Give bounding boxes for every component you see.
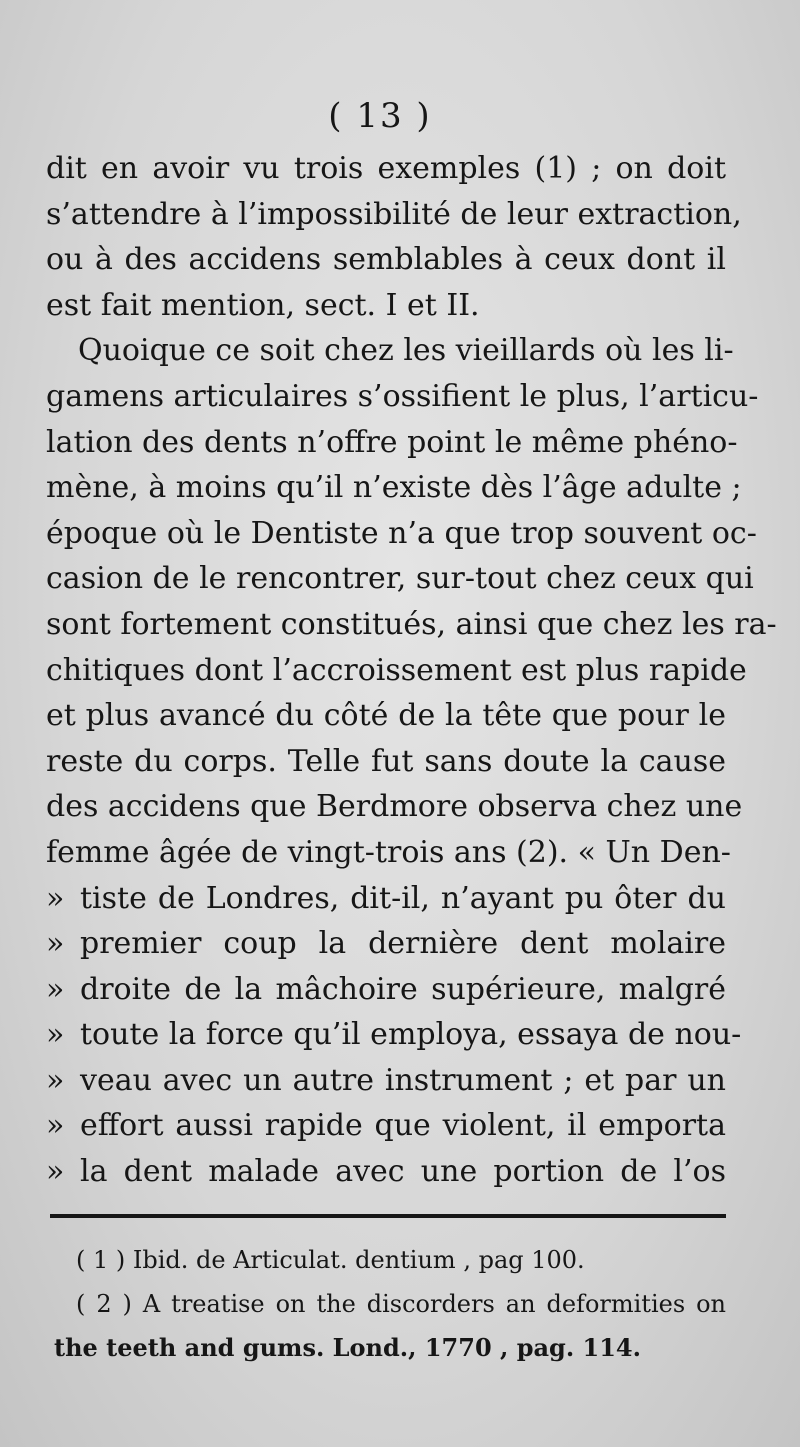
quote-mark: » <box>46 1062 65 1098</box>
main-text <box>46 146 777 1195</box>
text-line: casion de le rencontrer, sur-tout chez ceux qui <box>46 561 754 597</box>
page-number: ( 13 ) <box>328 96 432 136</box>
quote-text: premier coup la dernière dent molaire <box>80 926 726 962</box>
footnotes <box>54 1238 726 1370</box>
text-line: femme âgée de vingt-trois ans (2). « Un Den- <box>46 834 731 870</box>
quote-mark: » <box>46 880 65 916</box>
quote-line <box>46 1149 726 1195</box>
text-line: chitiques dont l’accroissement est plus rapide <box>46 652 747 688</box>
quote-line <box>46 921 726 967</box>
quote-mark: » <box>46 1017 65 1053</box>
quote-line <box>46 967 726 1013</box>
text-line: est fait mention, sect. I et II. <box>46 287 480 323</box>
quote-text: tiste de Londres, dit-il, n’ayant pu ôter du <box>80 880 726 916</box>
quote-mark: » <box>46 926 65 962</box>
quote-text: veau avec un autre instrument ; et par un <box>80 1062 726 1098</box>
text-line: ou à des accidens semblables à ceux dont il <box>46 242 726 278</box>
text-line: sont fortement constitués, ainsi que chez les ra- <box>46 606 777 642</box>
text-line: mène, à moins qu’il n’existe dès l’âge adulte ; <box>46 470 742 506</box>
text-line: gamens articulaires s’ossifient le plus, l’articu- <box>46 378 759 414</box>
quote-mark: » <box>46 1154 65 1190</box>
paragraph-first-line <box>46 328 734 374</box>
quote-text: droite de la mâchoire supérieure, malgré <box>80 971 726 1007</box>
footnote-2 <box>54 1282 726 1326</box>
text-line: Quoique ce soit chez les vieillards où les li- <box>78 333 734 369</box>
quote-line <box>46 1012 742 1058</box>
footnote-divider <box>50 1214 726 1218</box>
footnote-text: ( 1 ) Ibid. de Articulat. dentium , pag 100. <box>76 1246 585 1274</box>
footnote-1 <box>54 1238 726 1282</box>
text-line: dit en avoir vu trois exemples (1) ; on doit <box>46 151 726 186</box>
text-line: et plus avancé du côté de la tête que pour le <box>46 698 726 734</box>
footnote-2-continuation: the teeth and gums. Lond., 1770 , pag. 114. <box>54 1333 641 1362</box>
text-line: lation des dents n’offre point le même phéno- <box>46 424 738 460</box>
text-line: s’attendre à l’impossibilité de leur extraction, <box>46 196 742 232</box>
quote-line <box>46 1058 726 1104</box>
quote-line <box>46 1103 726 1149</box>
quote-text: effort aussi rapide que violent, il emporta <box>80 1108 726 1144</box>
text-line: époque où le Dentiste n’a que trop souvent oc- <box>46 515 757 551</box>
quote-mark: » <box>46 1108 65 1144</box>
text-line: reste du corps. Telle fut sans doute la cause <box>46 743 726 779</box>
quote-line <box>46 876 726 922</box>
quote-text: la dent malade avec une portion de l’os <box>80 1154 726 1190</box>
footnote-text: ( 2 ) A treatise on the discorders an deformities on <box>76 1290 726 1318</box>
text-line: des accidens que Berdmore observa chez une <box>46 789 743 825</box>
quote-text: toute la force qu’il employa, essaya de nou- <box>80 1017 742 1053</box>
quote-mark: » <box>46 971 65 1007</box>
